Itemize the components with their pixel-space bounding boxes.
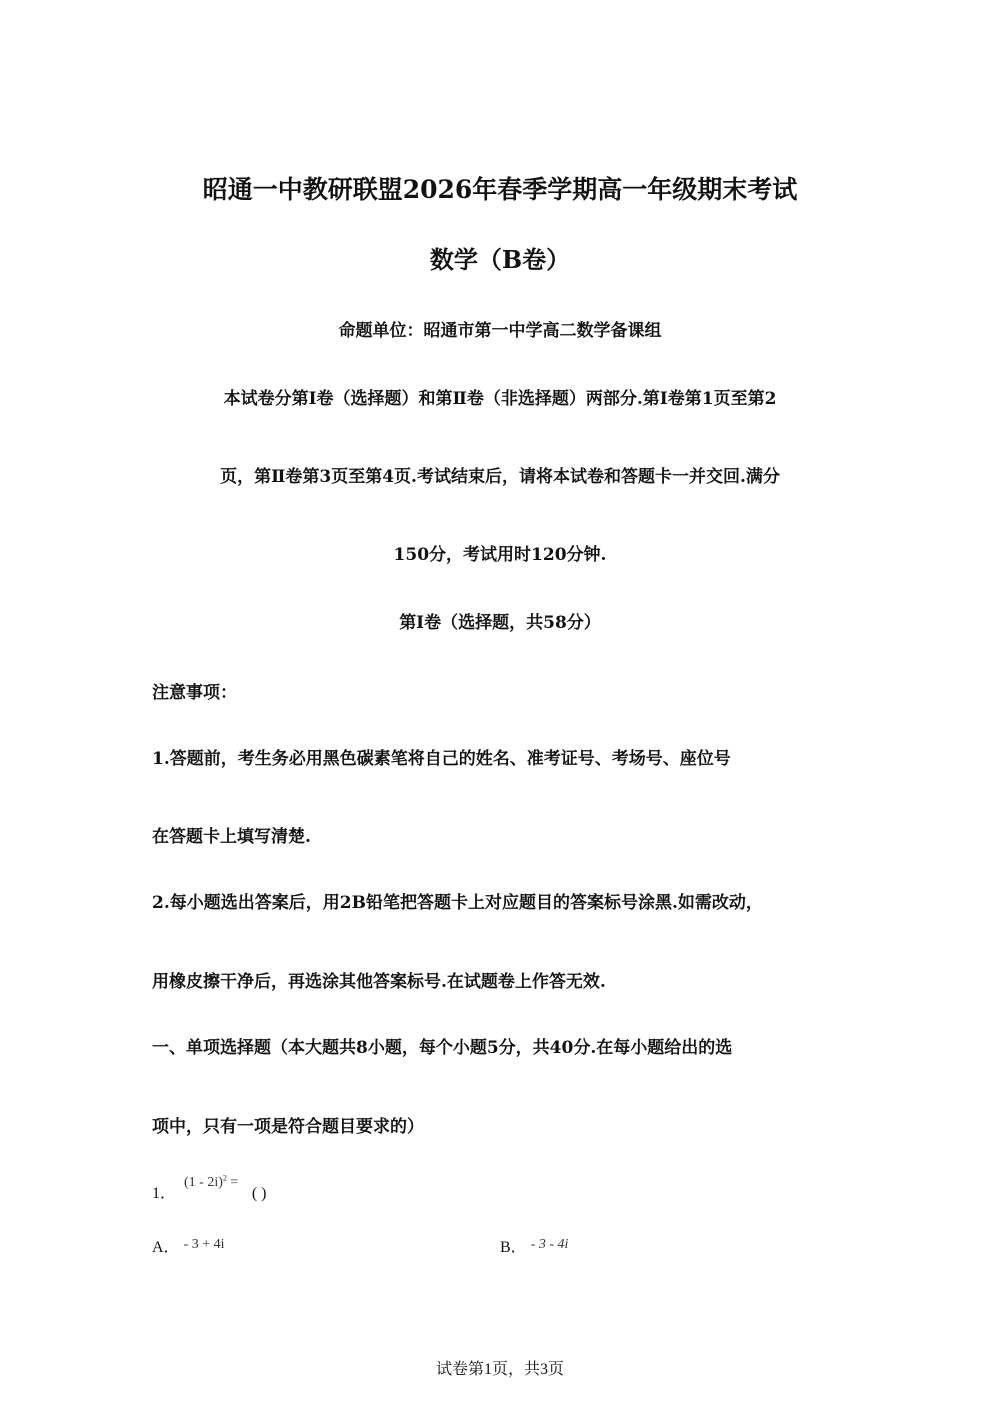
section1-heading-line-1: 一、单项选择题（本大题共8小题，每个小题5分，共40分.在每小题给出的选 bbox=[152, 1038, 733, 1058]
note-2-line-1: 2.每小题选出答案后，用2B铅笔把答题卡上对应题目的答案标号涂黑.如需改动， bbox=[152, 893, 763, 913]
intro-line-2: 页，第Ⅱ卷第3页至第4页.考试结束后，请将本试卷和答题卡一并交回.满分 bbox=[220, 467, 780, 487]
question-1 bbox=[152, 1168, 267, 1202]
note-2-line-2: 用橡皮擦干净后，再选涂其他答案标号.在试题卷上作答无效. bbox=[152, 972, 606, 992]
option-b-label: B． bbox=[500, 1239, 527, 1256]
page-footer: 试卷第1页，共3页 bbox=[435, 1361, 564, 1378]
section1-heading-line-2: 项中，只有一项是符合题目要求的） bbox=[152, 1117, 424, 1137]
question-equals: = bbox=[226, 1175, 242, 1190]
exam-subtitle: 数学（B卷） bbox=[429, 245, 571, 274]
option-b bbox=[500, 1230, 569, 1256]
option-a bbox=[152, 1230, 225, 1256]
note-1-line-1: 1.答题前，考生务必用黑色碳素笔将自己的姓名、准考证号、考场号、座位号 bbox=[152, 749, 731, 769]
option-a-value: - 3 + 4i bbox=[183, 1237, 225, 1252]
note-1-line-2: 在答题卡上填写清楚. bbox=[152, 827, 311, 847]
exam-title: 昭通一中教研联盟2026年春季学期高一年级期末考试 bbox=[202, 175, 798, 204]
option-a-label: A． bbox=[152, 1239, 180, 1256]
question-expression: (1 - 2i)$^2$ = bbox=[184, 1173, 242, 1190]
author-unit: 命题单位：昭通市第一中学高二数学备课组 bbox=[338, 321, 662, 341]
intro-line-1: 本试卷分第Ⅰ卷（选择题）和第Ⅱ卷（非选择题）两部分.第Ⅰ卷第1页至第2 bbox=[223, 389, 777, 409]
part1-title: 第Ⅰ卷（选择题，共58分） bbox=[399, 613, 601, 633]
question-exponent: 2 bbox=[222, 1173, 227, 1183]
intro-line-3: 150分，考试用时120分钟. bbox=[393, 545, 607, 565]
option-b-value: - 3 - 4i bbox=[530, 1237, 569, 1252]
question-number: 1． bbox=[152, 1185, 177, 1202]
answer-paren: ( ) bbox=[251, 1185, 267, 1202]
notes-heading: 注意事项： bbox=[152, 683, 237, 703]
